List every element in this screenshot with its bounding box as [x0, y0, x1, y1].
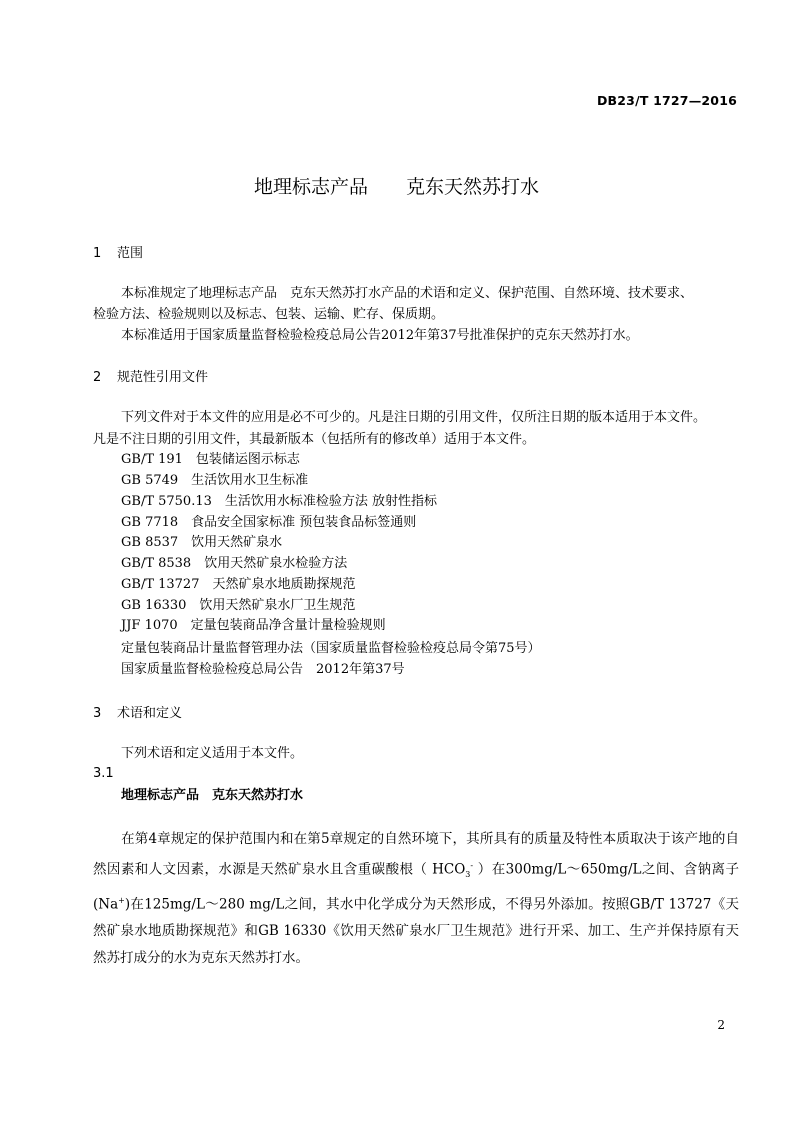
- reference-item: GB 7718 食品安全国家标准 预包装食品标签通则: [121, 515, 417, 530]
- section-number: 2: [93, 370, 102, 385]
- document-title: 地理标志产品 克东天然苏打水: [253, 176, 539, 198]
- paragraph-line: 下列术语和定义适用于本文件。: [121, 746, 304, 761]
- reference-item: GB 5749 生活饮用水卫生标准: [121, 473, 309, 488]
- reference-item: GB/T 191 包装储运图示标志: [121, 452, 300, 467]
- reference-item: 定量包装商品计量监督管理办法（国家质量监督检验检疫总局令第75号）: [121, 641, 541, 656]
- section-number: 1: [93, 246, 102, 261]
- term-number: 3.1: [93, 766, 114, 781]
- paragraph-line: 本标准适用于国家质量监督检验检疫总局公告2012年第37号批准保护的克东天然苏打水。: [121, 328, 639, 343]
- reference-item: 国家质量监督检验检疫总局公告 2012年第37号: [121, 662, 405, 677]
- reference-item: GB 8537 饮用天然矿泉水: [121, 535, 283, 550]
- page-number: 2: [717, 1018, 725, 1032]
- term-definition: [93, 826, 739, 971]
- superscript: -: [470, 860, 474, 870]
- reference-item: GB/T 8538 饮用天然矿泉水检验方法: [121, 556, 348, 571]
- definition-text: 在第4章规定的保护范围内和在第5章规定的自然环境下，其所具有的质量及特性本质取决于该产地的自然因素和人文因素，水源是天然矿泉水且含重碳酸根（ HCO: [93, 831, 739, 877]
- paragraph-line: 凡是不注日期的引用文件，其最新版本（包括所有的修改单）适用于本文件。: [93, 432, 536, 447]
- section-title: 术语和定义: [117, 706, 183, 721]
- section-heading-terms: [93, 702, 182, 721]
- section-heading-references: [93, 366, 208, 385]
- definition-text: )在125mg/L～280 mg/L之间，其水中化学成分为天然形成，不得另外添加。按照GB/T 13727《天然矿泉水地质勘探规范》和GB 16330《饮用天然矿泉水厂卫生规范》进行开采、加工、生产并保持原有天然苏打成分的水为克东天然苏打水。: [93, 896, 739, 966]
- section-title: 范围: [117, 246, 144, 261]
- reference-item: GB 16330 饮用天然矿泉水厂卫生规范: [121, 598, 356, 613]
- document-code: DB23/T 1727—2016: [596, 93, 737, 108]
- subscript: 3: [465, 869, 471, 879]
- reference-item: JJF 1070 定量包装商品净含量计量检验规则: [121, 618, 386, 633]
- definition-text: ）在300mg/L～650mg/L之间、含钠离子(Na: [93, 861, 739, 913]
- section-title: 规范性引用文件: [117, 370, 209, 385]
- reference-item: GB/T 13727 天然矿泉水地质勘探规范: [121, 577, 356, 592]
- paragraph-line: 检验方法、检验规则以及标志、包装、运输、贮存、保质期。: [93, 307, 445, 322]
- superscript: +: [118, 896, 125, 906]
- paragraph-line: 本标准规定了地理标志产品 克东天然苏打水产品的术语和定义、保护范围、自然环境、技术要求、: [121, 286, 694, 301]
- section-heading-scope: [93, 242, 143, 261]
- paragraph-line: 下列文件对于本文件的应用是必不可少的。凡是注日期的引用文件，仅所注日期的版本适用于本文件。: [121, 410, 707, 425]
- section-number: 3: [93, 706, 102, 721]
- term-title: 地理标志产品 克东天然苏打水: [121, 788, 304, 803]
- reference-item: GB/T 5750.13 生活饮用水标准检验方法 放射性指标: [121, 494, 438, 509]
